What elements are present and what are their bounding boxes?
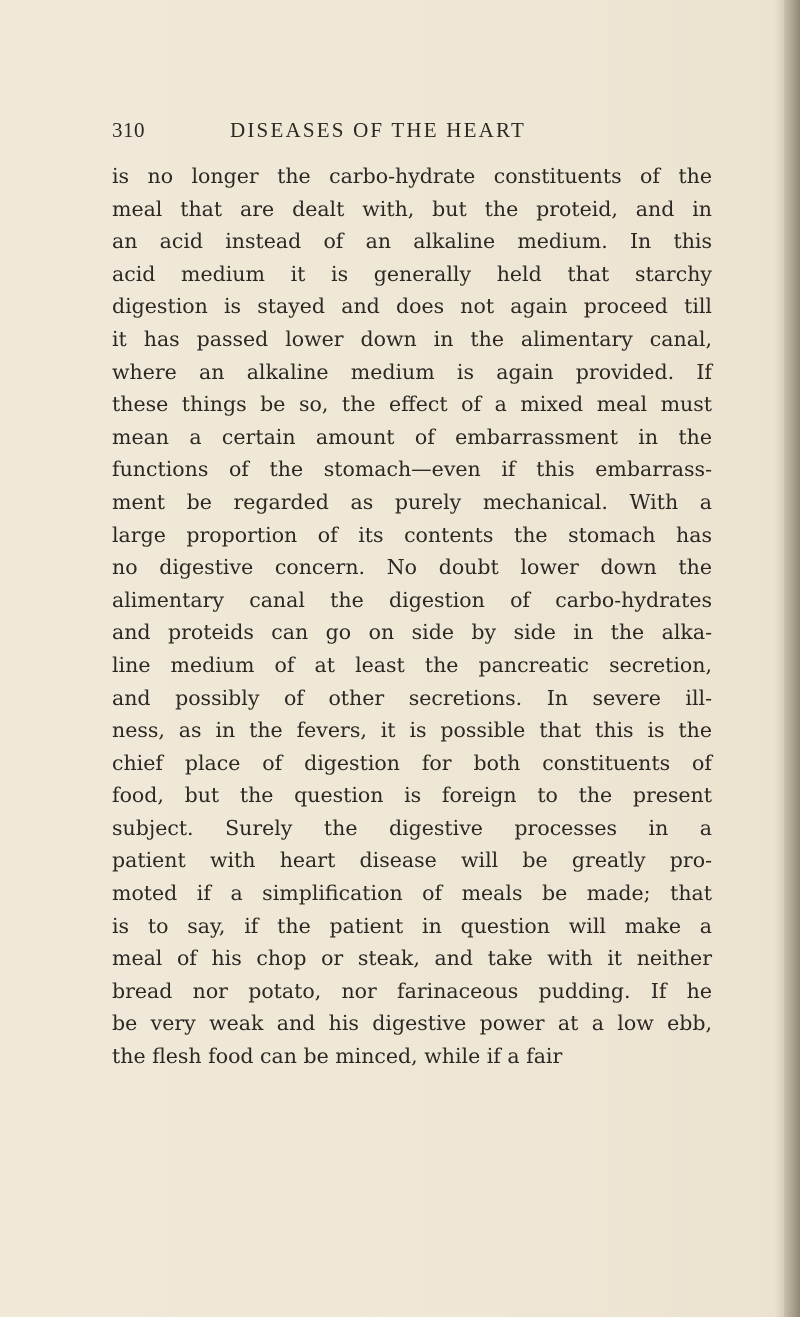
page-number: 310 [112,118,145,142]
text-line: mean a certain amount of embarrassment in the [112,424,712,449]
page-gutter-shadow [774,0,784,1317]
text-line: bread nor potato, nor farinaceous pudding. If he [112,978,712,1003]
text-line: chief place of digestion for both constituents of [112,750,712,775]
text-line: be very weak and his digestive power at a low ebb, [112,1011,712,1036]
body-text [112,160,712,1073]
text-line: these things be so, the effect of a mixed meal must [112,392,712,417]
text-line: meal that are dealt with, but the proteid, and in [112,196,712,221]
text-line: subject. Surely the digestive processes in a [112,815,712,840]
text-line: meal of his chop or steak, and take with it neither [112,946,712,971]
text-line: digestion is stayed and does not again proceed till [112,294,712,319]
running-head: DISEASES OF THE HEART [230,118,526,142]
text-line: the flesh food can be minced, while if a fair [112,1044,563,1069]
text-line: is to say, if the patient in question will make a [112,913,712,938]
text-line: moted if a simplification of meals be made; that [112,881,712,906]
text-line: an acid instead of an alkaline medium. In this [112,229,712,254]
page-edge [784,0,800,1317]
text-line: line medium of at least the pancreatic secretion, [112,652,712,677]
text-line: acid medium it is generally held that starchy [112,261,712,286]
text-line: ness, as in the fevers, it is possible that this is the [112,718,712,743]
text-line: ment be regarded as purely mechanical. With a [112,489,712,514]
text-line: food, but the question is foreign to the present [112,783,712,808]
text-line: is no longer the carbo-hydrate constituents of the [112,164,712,188]
text-line: where an alkaline medium is again provided. If [112,359,712,384]
text-line: no digestive concern. No doubt lower down the [112,555,712,580]
text-line: functions of the stomach—even if this embarrass- [112,457,712,482]
text-line: and proteids can go on side by side in the alka- [112,620,712,645]
page-header [112,118,712,148]
text-line: it has passed lower down in the alimentary canal, [112,326,712,351]
text-line: and possibly of other secretions. In severe ill- [112,685,712,710]
text-line: alimentary canal the digestion of carbo-hydrates [112,587,712,612]
text-line: patient with heart disease will be greatly pro- [112,848,712,873]
text-line: large proportion of its contents the stomach has [112,522,712,547]
